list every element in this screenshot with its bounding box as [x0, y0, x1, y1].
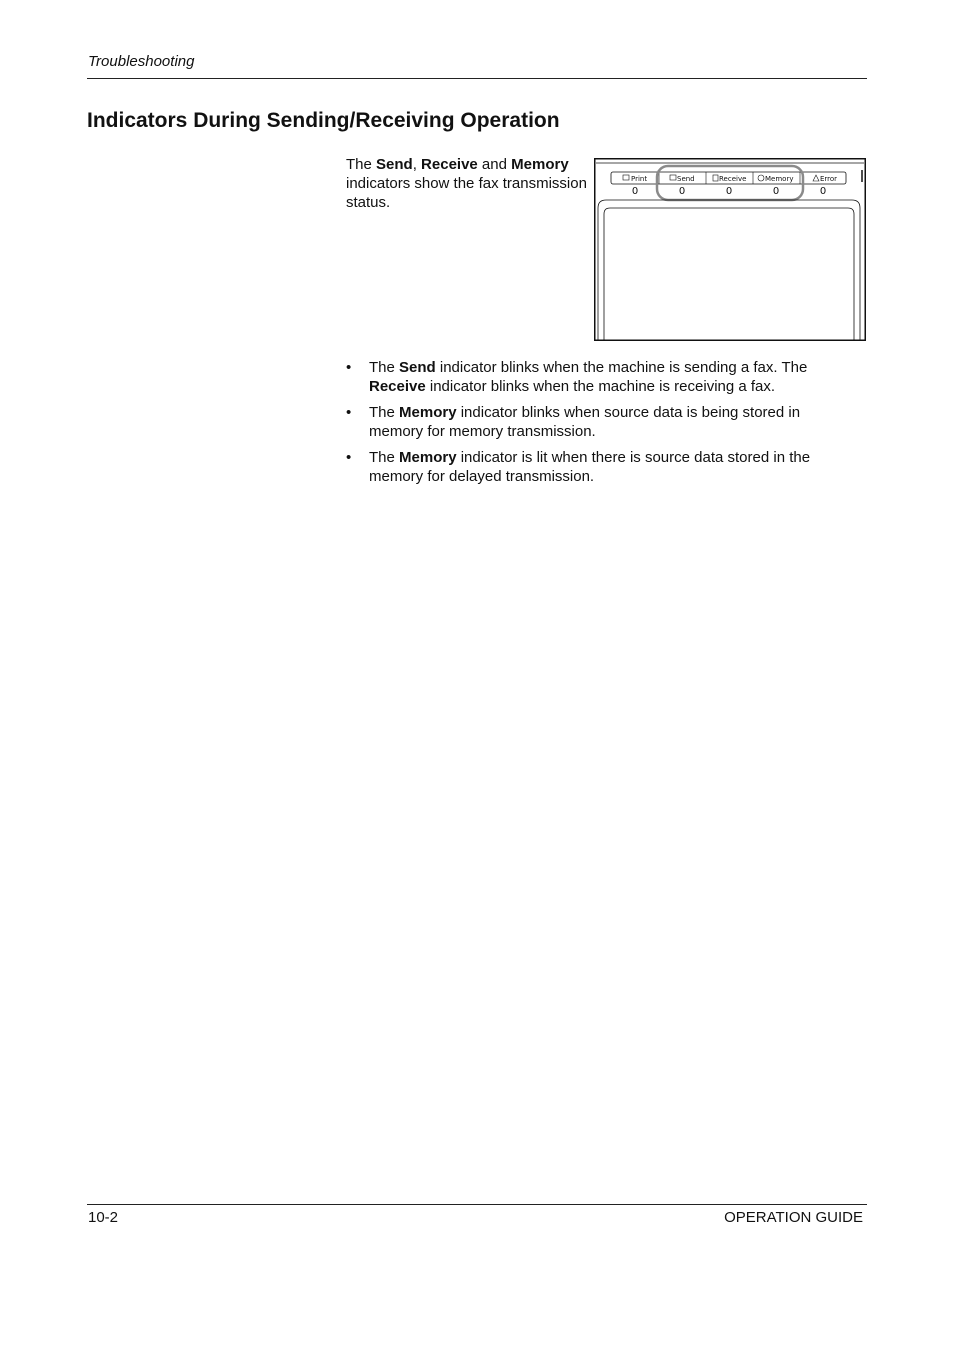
- header-section-label: Troubleshooting: [88, 53, 195, 70]
- list-item: [346, 448, 851, 486]
- intro-text-4: indicators show the fax transmission status.: [346, 175, 587, 211]
- bullet-symbol: •: [346, 449, 352, 466]
- bullet-symbol: •: [346, 359, 352, 376]
- footer-page-number: 10-2: [88, 1209, 119, 1226]
- intro-bold-memory: Memory: [511, 156, 569, 173]
- indicator-label-receive: Receive: [719, 175, 747, 183]
- intro-paragraph: [346, 155, 591, 212]
- bullet-text: indicator blinks when source data is being stored in memory for memory transmission.: [369, 404, 801, 440]
- indicator-lamp-send: 0: [678, 186, 686, 197]
- bullet-bold: Receive: [369, 378, 426, 395]
- indicator-lamp-error: 0: [819, 186, 827, 197]
- bullet-text: The: [369, 359, 400, 376]
- header-rule: [87, 78, 867, 79]
- bullet-text: The: [369, 404, 400, 421]
- footer-rule: [87, 1204, 867, 1205]
- list-item: [346, 403, 851, 441]
- intro-bold-send: Send: [376, 156, 413, 173]
- list-item: [346, 358, 851, 396]
- intro-text-2: ,: [412, 156, 422, 173]
- bullet-text: indicator blinks when the machine is receiving a fax.: [425, 378, 776, 395]
- bullet-text: indicator blinks when the machine is sending a fax. The: [435, 359, 808, 376]
- indicator-lamp-print: 0: [631, 186, 639, 197]
- indicator-label-error: Error: [820, 175, 838, 183]
- intro-text-3: and: [477, 156, 512, 173]
- bullet-bold: Memory: [399, 404, 457, 421]
- indicator-label-print: Print: [631, 175, 648, 183]
- bullet-text: The: [369, 449, 400, 466]
- bullet-bold: Memory: [399, 449, 457, 466]
- indicator-lamp-receive: 0: [725, 186, 733, 197]
- bullet-bold: Send: [399, 359, 436, 376]
- footer-guide-name: OPERATION GUIDE: [724, 1209, 863, 1226]
- indicator-label-send: Send: [677, 175, 695, 183]
- operation-panel-illustration: [594, 158, 866, 341]
- indicator-label-memory: Memory: [765, 175, 794, 183]
- page-title: Indicators During Sending/Receiving Operation: [87, 109, 560, 132]
- indicator-bullet-list: [346, 358, 851, 493]
- intro-text-1: The: [346, 156, 377, 173]
- bullet-text: indicator is lit when there is source data stored in the memory for delayed transmission.: [369, 449, 811, 485]
- indicator-lamp-memory: 0: [772, 186, 780, 197]
- bullet-symbol: •: [346, 404, 352, 421]
- panel-svg: [594, 158, 866, 341]
- intro-bold-receive: Receive: [421, 156, 478, 173]
